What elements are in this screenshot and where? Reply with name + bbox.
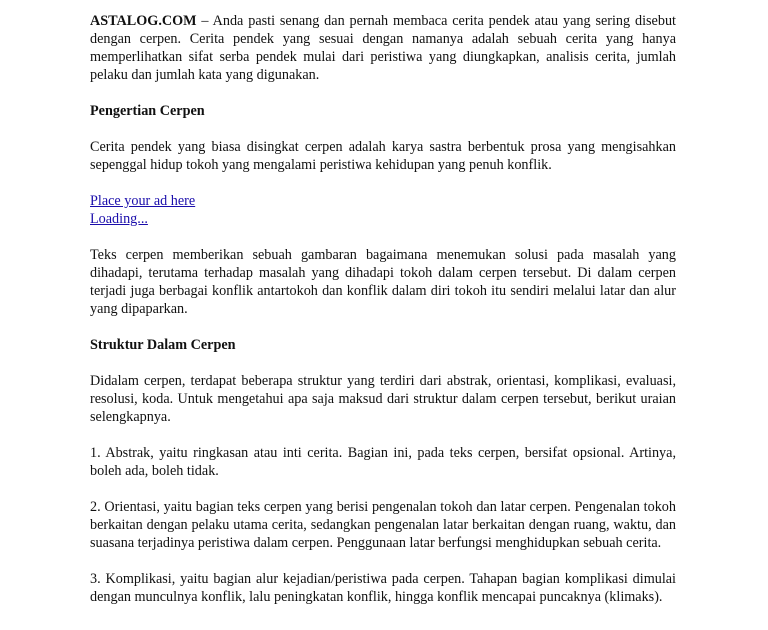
intro-paragraph	[90, 12, 676, 84]
list-item-orientasi: 2. Orientasi, yaitu bagian teks cerpen yang berisi pengenalan tokoh dan latar cerpen. Pengenalan tokoh berkaitan dengan pelaku utama cerita, sedangkan pengenalan latar berkaitan dengan ruang, waktu, dan suasana terjadinya peristiwa dalam cerpen. Penggunaan latar berfungsi menghidupkan sebuah cerita.	[90, 499, 676, 551]
list-item-komplikasi: 3. Komplikasi, yaitu bagian alur kejadian/peristiwa pada cerpen. Tahapan bagian komplikasi dimulai dengan munculnya konflik, lalu peningkatan konflik, hingga konflik mencapai puncaknya (klimaks).	[90, 571, 676, 605]
place-ad-link[interactable]: Place your ad here	[90, 193, 196, 209]
heading-pengertian: Pengertian Cerpen	[90, 103, 205, 119]
paragraph-pengertian: Cerita pendek yang biasa disingkat cerpen adalah karya sastra berbentuk prosa yang mengisahkan sepenggal hidup tokoh yang mengalami peristiwa kehidupan yang penuh konflik.	[90, 139, 676, 173]
article-body	[90, 12, 676, 624]
intro-text: – Anda pasti senang dan pernah membaca cerita pendek atau yang sering disebut dengan cerpen. Cerita pendek yang sesuai dengan namanya adalah sebuah cerita yang hanya memperlihatkan sifat serba pendek mulai dari peristiwa yang diungkapkan, analisis cerita, jumlah pelaku dan jumlah kata yang digunakan.	[90, 13, 676, 83]
list-item-abstrak: 1. Abstrak, yaitu ringkasan atau inti cerita. Bagian ini, pada teks cerpen, bersifat opsional. Artinya, boleh ada, boleh tidak.	[90, 445, 676, 479]
loading-link[interactable]: Loading...	[90, 211, 148, 227]
site-name: ASTALOG.COM	[90, 13, 197, 29]
paragraph-teks-cerpen: Teks cerpen memberikan sebuah gambaran bagaimana menemukan solusi pada masalah yang dihadapi, terutama terhadap masalah yang dihadapi tokoh dalam cerpen tersebut. Di dalam cerpen terjadi juga berbagai konflik antartokoh dan konflik dalam diri tokoh itu sendiri melalui latar dan alur yang dipaparkan.	[90, 247, 676, 317]
paragraph-struktur: Didalam cerpen, terdapat beberapa struktur yang terdiri dari abstrak, orientasi, komplikasi, evaluasi, resolusi, koda. Untuk mengetahui apa saja maksud dari struktur dalam cerpen tersebut, berikut uraian selengkapnya.	[90, 373, 676, 425]
heading-struktur: Struktur Dalam Cerpen	[90, 337, 236, 353]
ad-block	[90, 192, 676, 228]
